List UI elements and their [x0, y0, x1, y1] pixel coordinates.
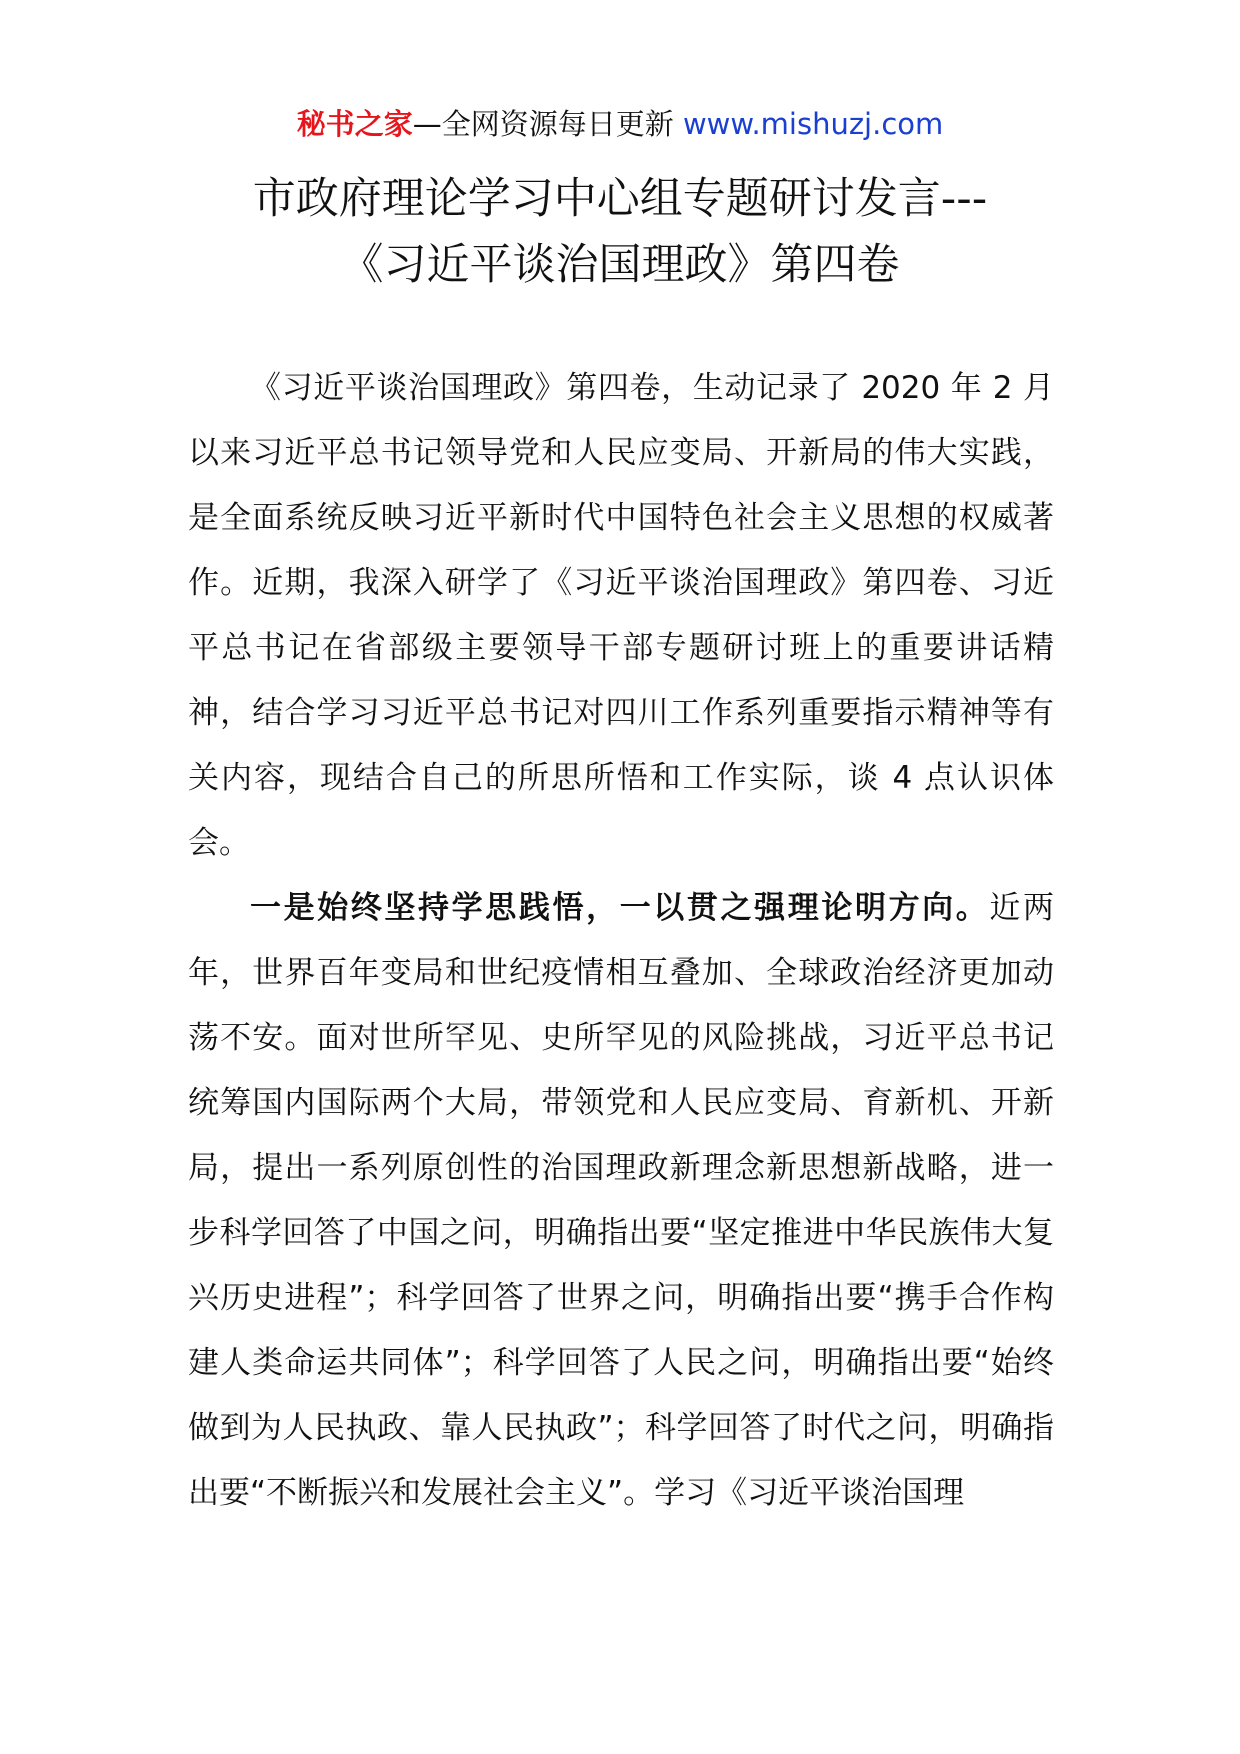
header-tagline: —全网资源每日更新	[412, 107, 674, 141]
brand-name: 秘书之家	[296, 107, 413, 141]
paragraph-1-text: 《习近平谈治国理政》第四卷，生动记录了 2020 年 2 月以来习近平总书记领导党和人民应变局、开新局的伟大实践，是全面系统反映习近平新时代中国特色社会主义思想的权威著作。近期，我深入研学了《习近平谈治国理政》第四卷、习近平总书记在省部级主要领导干部专题研讨班上的重要讲话精神，结合学习习近平总书记对四川工作系列重要指示精神等有关内容，现结合自己的所思所悟和工作实际，谈 4 点认识体会。	[188, 370, 1054, 861]
title-line-2: 《习近平谈治国理政》第四卷	[340, 240, 900, 290]
paragraph-2-text: 近两年，世界百年变局和世纪疫情相互叠加、全球政治经济更加动荡不安。面对世所罕见、史所罕见的风险挑战，习近平总书记统筹国内国际两个大局，带领党和人民应变局、育新机、开新局，提出一系列原创性的治国理政新理念新思想新战略，进一步科学回答了中国之问，明确指出要“坚定推进中华民族伟大复兴历史进程”；科学回答了世界之问，明确指出要“携手合作构建人类命运共同体”；科学回答了人民之问，明确指出要“始终做到为人民执政、靠人民执政”；科学回答了时代之问，明确指出要“不断振兴和发展社会主义”。学习《习近平谈治国理	[188, 890, 1054, 1511]
document-title	[0, 166, 1240, 298]
paragraph-2	[188, 876, 1054, 1526]
title-line-1: 市政府理论学习中心组专题研讨发言---	[252, 174, 988, 224]
paragraph-1	[188, 356, 1054, 876]
paragraph-2-lead: 一是始终坚持学思践悟，一以贯之强理论明方向。	[250, 890, 990, 926]
website-link[interactable]: www.mishuzj.com	[682, 107, 944, 141]
site-header	[0, 104, 1240, 144]
document-body	[188, 356, 1054, 1526]
